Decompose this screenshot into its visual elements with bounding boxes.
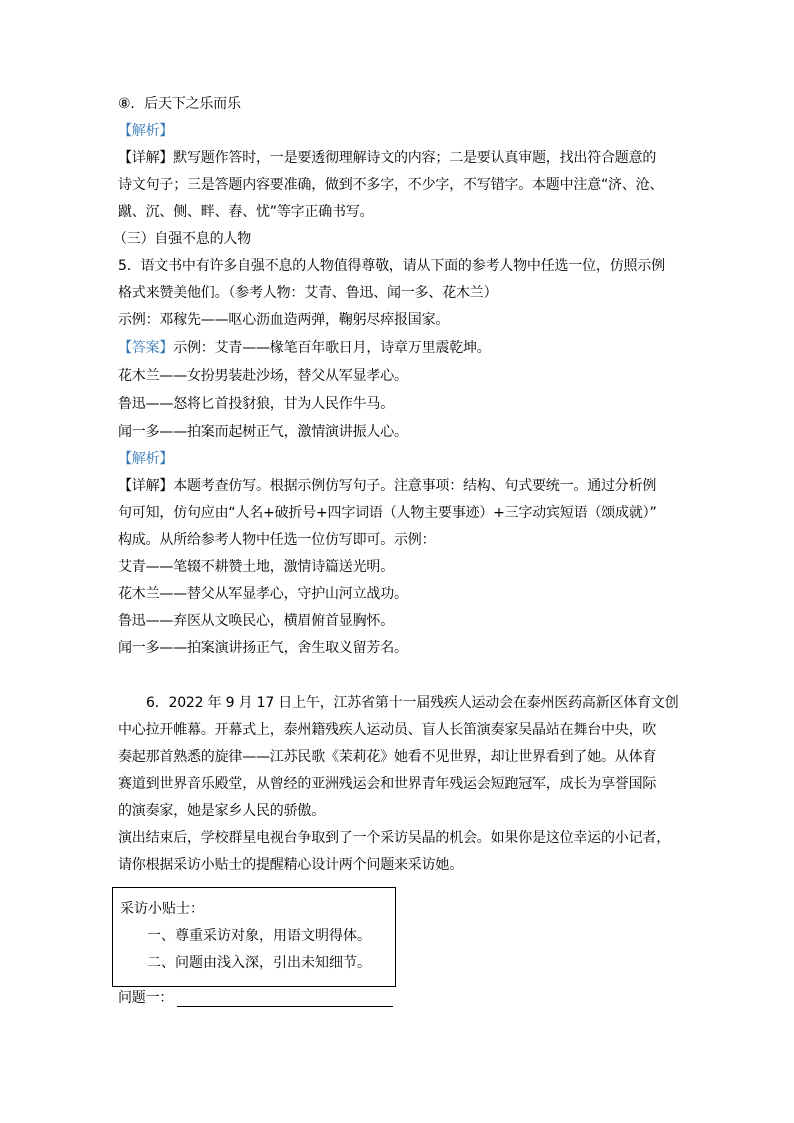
question-6-line: 赛道到世界音乐殿堂，从曾经的亚洲残运会和世界青年残运会短跑冠军，成长为享誉国际 [118,776,657,792]
detail-line: 鲁迅——弃医从文唤民心，横眉俯首显胸怀。 [118,613,394,629]
answer-8: ⑧．后天下之乐而乐 [118,96,241,112]
detail-line [118,149,656,167]
tip-item: 二、问题由浅入深，引出未知细节。 [147,955,371,971]
detail-line: 闻一多——拍案演讲扬正气，舍生取义留芳名。 [118,640,408,656]
answer-line: 闻一多——拍案而起树正气，激情演讲振人心。 [118,424,408,440]
detail-line: 句可知，仿句应由“人名+破折号+四字词语（人物主要事迹）+三字动宾短语（颂成就）” [118,505,657,521]
answer-tag: 【答案】 [118,340,174,356]
detail-text: 默写题作答时，一是要透彻理解诗文的内容；二是要认真审题，找出符合题意的 [173,150,657,166]
detail-line: 蹴、沉、侧、畔、舂、忧”等字正确书写。 [118,204,374,220]
question-6-line: 奏起那首熟悉的旋律——江苏民歌《茉莉花》她看不见世界，却让世界看到了她。从体育 [118,749,657,765]
detail-line: 艾青——笔辍不耕赞土地，激情诗篇送光明。 [118,559,394,575]
question-5-line: 格式来赞美他们。（参考人物：艾青、鲁迅、闻一多、花木兰） [118,285,498,301]
question-1-label: 问题一： [118,990,174,1006]
detail-tag: 【详解】 [118,150,174,166]
question-5-example: 示例：邓稼先——呕心沥血造两弹，鞠躬尽瘁报国家。 [118,312,450,328]
interview-tips-box [112,887,396,987]
analysis-tag: 【解析】 [118,123,174,139]
answer-line [118,339,491,357]
question-1-line [118,989,393,1007]
detail-line [118,477,656,495]
question-6-line: 演出结束后，学校群星电视台争取到了一个采访吴晶的机会。如果你是这位幸运的小记者， [118,830,670,846]
detail-tag: 【详解】 [118,478,174,494]
question-6-line: 中心拉开帷幕。开幕式上，泰州籍残疾人运动员、盲人长笛演奏家吴晶站在舞台中央，吹 [118,722,657,738]
analysis-tag: 【解析】 [118,451,174,467]
answer-line: 花木兰——女扮男装赴沙场，替父从军显孝心。 [118,368,408,384]
detail-line: 构成。从所给参考人物中任选一位仿写即可。示例： [118,532,436,548]
answer-text: 示例：艾青——椽笔百年歌日月，诗章万里震乾坤。 [173,340,491,356]
detail-line: 花木兰——替父从军显孝心，守护山河立战功。 [118,586,408,602]
question-5-line: 5．语文书中有许多自强不息的人物值得尊敬，请从下面的参考人物中任选一位，仿照示例 [118,258,665,274]
tip-item: 一、尊重采访对象，用语文明得体。 [147,928,371,944]
answer-blank[interactable] [177,992,393,1007]
section-title: （三）自强不息的人物 [113,231,251,247]
tips-title: 采访小贴士： [120,901,204,917]
answer-line: 鲁迅——怒将匕首投豺狼，甘为人民作牛马。 [118,396,394,412]
question-6-line: 的演奏家，她是家乡人民的骄傲。 [118,803,325,819]
detail-line: 诗文句子；三是答题内容要准确，做到不多字，不少字，不写错字。本题中注意“济、沧、 [118,177,664,193]
question-6-line: 6．2022 年 9 月 17 日上午，江苏省第十一届残疾人运动会在泰州医药高新区体育文创 [146,695,679,711]
detail-text: 本题考查仿写。根据示例仿写句子。注意事项：结构、句式要统一。通过分析例 [173,478,657,494]
question-6-line: 请你根据采访小贴士的提醒精心设计两个问题来采访她。 [118,857,463,873]
